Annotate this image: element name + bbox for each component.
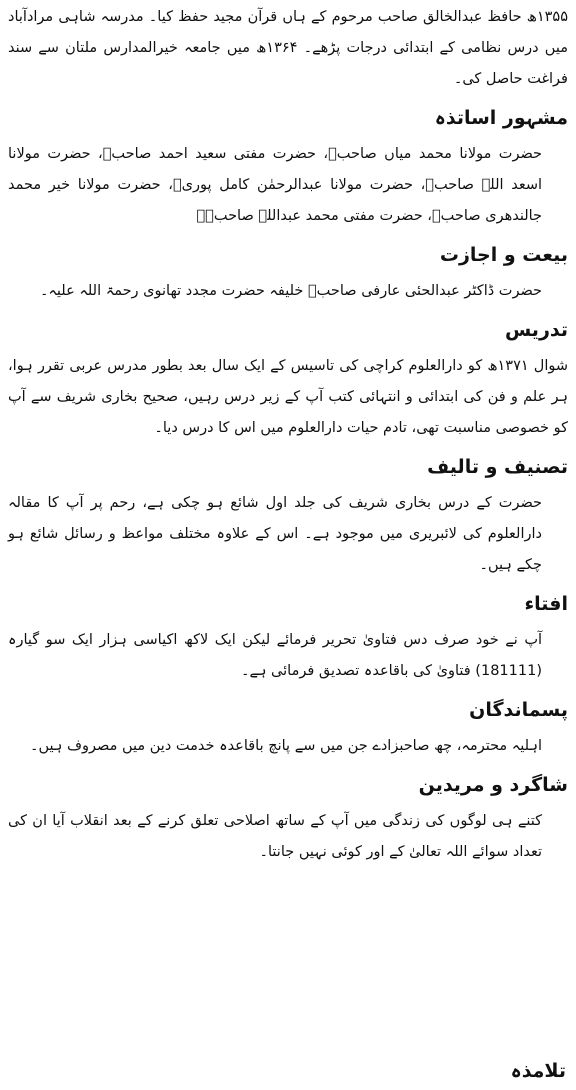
section-text-teaching: شوال ۱۳۷۱ھ کو دارالعلوم کراچی کی تاسیس کے ایک سال بعد بطور مدرس عربی تقرر ہوا، ہر علم و فن کی ابتدائی و انتہائی کتب آپ کے زیر درس رہیں، صحیح بخاری شریف سے آپ کو خصوصی مناسبت تھی، تادم حیات دارالعلوم میں اس کا درس دیا۔ <box>8 358 568 436</box>
section-heading-ifta: افتاء <box>524 593 568 615</box>
section-text-writings: حضرت کے درس بخاری شریف کی جلد اول شائع ہو چکی ہے، رحم پر آپ کا مقالہ دارالعلوم کی لائبریری میں موجود ہے۔ اس کے علاوہ مختلف مواعظ و رسائل شائع ہو چکے ہیں۔ <box>8 495 542 573</box>
section-text-disciples: کتنے ہی لوگوں کی زندگی میں آپ کے ساتھ اصلاحی تعلق کرنے کے بعد انقلاب آیا ان کی تعداد سوائے اللہ تعالیٰ کے اور کوئی نہیں جانتا۔ <box>8 813 542 860</box>
section-text-survivors: اہلیہ محترمہ، چھ صاحبزادے جن میں سے پانچ باقاعدہ خدمت دین میں مصروف ہیں۔ <box>29 738 542 754</box>
section-heading-famous-teachers: مشہور اساتذہ <box>434 107 568 129</box>
section-text-ifta: آپ نے خود صرف دس فتاویٰ تحریر فرمائے لیکن ایک لاکھ اکیاسی ہزار ایک سو گیارہ (181111) فتاویٰ کی باقاعدہ تصدیق فرمائی ہے۔ <box>8 632 542 679</box>
section-heading-survivors: پسماندگان <box>469 699 568 721</box>
section-heading-teaching: تدریس <box>504 319 568 341</box>
section-heading-disciples: شاگرد و مریدین <box>418 774 568 796</box>
section-text-baiat: حضرت ڈاکٹر عبدالحئی عارفی صاحبؒ خلیفہ حضرت مجدد تھانوی رحمۃ اللہ علیہ۔ <box>39 283 542 299</box>
intro-paragraph: ۱۳۵۵ھ حافظ عبدالخالق صاحب مرحوم کے ہاں قرآن مجید حفظ کیا۔ مدرسہ شاہی مرادآباد میں درس نظامی کے ابتدائی درجات پڑھے۔ ۱۳۶۴ھ میں جامعہ خیرالمدارس ملتان سے سند فراغت حاصل کی۔ <box>8 9 568 87</box>
section-text-famous-teachers: حضرت مولانا محمد میاں صاحبؒ، حضرت مفتی سعید احمد صاحبؒ، حضرت مولانا اسعد اللہ صاحبؒ، حضرت مولانا عبدالرحمٰن کامل پوریؒ، حضرت مولانا خیر محمد جالندھری صاحبؒ، حضرت مفتی محمد عبداللہ صاحبؒ۔ <box>8 146 542 224</box>
section-heading-writings: تصنیف و تالیف <box>427 456 568 478</box>
footer-heading-students: تلامذہ <box>510 1060 566 1082</box>
section-heading-baiat: بیعت و اجازت <box>439 244 568 266</box>
